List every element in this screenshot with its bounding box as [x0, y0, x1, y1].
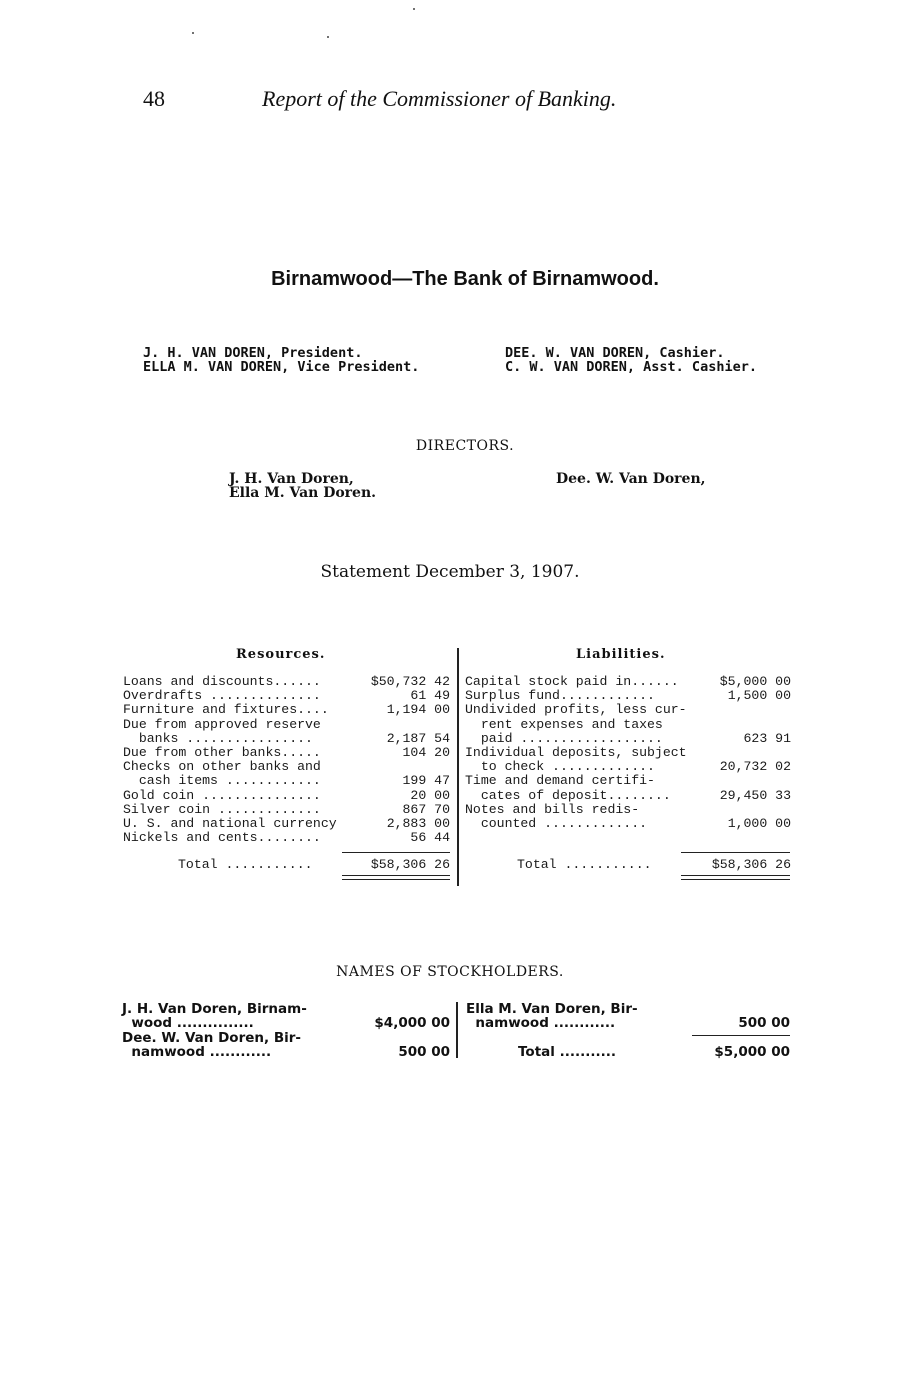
table-row-label: U. S. and national currency — [123, 816, 337, 831]
stockholder-name: Dee. W. Van Doren, Bir- — [122, 1030, 302, 1046]
total-rule — [692, 1035, 790, 1036]
total-rule — [681, 852, 790, 853]
table-row-amount: 61 49 — [410, 688, 450, 704]
table-row-label: rent expenses and taxes — [465, 716, 663, 732]
table-row-amount: 1,500 00 — [727, 688, 791, 704]
table-row-amount: 867 70 — [402, 801, 450, 817]
table-row-label: Loans and discounts...... — [123, 674, 321, 689]
running-title: Report of the Commissioner of Banking. — [262, 86, 617, 111]
table-row-label: Capital stock paid in...... — [465, 674, 679, 689]
table-row-amount: 20,732 02 — [719, 759, 791, 775]
liabilities-heading: Liabilities. — [576, 647, 666, 662]
stockholder-amount: $4,000 00 — [374, 1015, 450, 1031]
resources-heading: Resources. — [236, 647, 326, 662]
table-row-amount: 56 44 — [410, 830, 450, 846]
table-row-amount: $50,732 42 — [370, 674, 450, 689]
total-rule — [342, 852, 450, 853]
table-row-label: Surplus fund............ — [465, 688, 655, 704]
officer-asst-cashier: C. W. VAN DOREN, Asst. Cashier. — [505, 359, 757, 375]
table-row-amount: 199 47 — [402, 773, 450, 789]
table-row-amount: 1,000 00 — [727, 816, 791, 831]
stockholder-amount: 500 00 — [738, 1015, 790, 1031]
stockholders-heading: NAMES OF STOCKHOLDERS. — [336, 964, 564, 980]
table-row-label: Overdrafts .............. — [123, 688, 321, 704]
stockholders-total-label: Total ........... — [518, 1044, 616, 1060]
stockholder-name: J. H. Van Doren, Birnam- — [122, 1001, 307, 1017]
officer-president: J. H. VAN DOREN, President. — [143, 345, 363, 361]
table-row-label: Nickels and cents........ — [123, 830, 321, 846]
directors-heading: DIRECTORS. — [415, 438, 515, 454]
table-row-label: counted ............. — [465, 816, 648, 831]
table-row-label: Gold coin ............... — [123, 787, 321, 803]
scan-speck — [413, 8, 415, 10]
double-rule — [342, 875, 450, 876]
stockholder-amount: 500 00 — [398, 1044, 450, 1060]
officer-cashier: DEE. W. VAN DOREN, Cashier. — [505, 345, 725, 361]
table-row-label: cates of deposit........ — [465, 787, 671, 803]
table-row-label: Time and demand certifi- — [465, 773, 655, 789]
table-row-amount: 29,450 33 — [719, 787, 791, 803]
table-row-label: Silver coin ............. — [123, 801, 321, 817]
table-row-amount: 623 91 — [743, 730, 791, 746]
director-name: Dee. W. Van Doren, — [556, 471, 706, 487]
page-number: 48 — [143, 86, 165, 111]
table-row-label: Due from other banks..... — [123, 745, 321, 760]
table-row-label: Individual deposits, subject — [465, 745, 687, 760]
liabilities-table — [465, 675, 791, 855]
double-rule — [681, 879, 790, 880]
table-row-label: Due from approved reserve — [123, 716, 321, 732]
stockholder-name: Ella M. Van Doren, Bir- — [466, 1001, 638, 1017]
table-row-label: Checks on other banks and — [123, 759, 321, 775]
stockholder-name-cont: wood ............... — [122, 1015, 254, 1031]
double-rule — [342, 879, 450, 880]
table-row-label: cash items ............ — [123, 773, 321, 789]
scan-speck — [192, 32, 194, 34]
table-row-amount: 20 00 — [410, 787, 450, 803]
liabilities-total-label: Total ........... — [517, 857, 652, 872]
officer-vice-president: ELLA M. VAN DOREN, Vice President. — [143, 359, 420, 375]
bank-title: Birnamwood—The Bank of Birnamwood. — [271, 268, 659, 290]
column-divider — [457, 648, 459, 886]
stockholders-total-amount: $5,000 00 — [714, 1044, 790, 1060]
table-row-amount: 2,883 00 — [386, 816, 450, 831]
table-row-label: banks ................ — [123, 730, 313, 746]
table-row-amount: 104 20 — [402, 745, 450, 760]
column-divider — [456, 1002, 458, 1058]
table-row-label: Notes and bills redis- — [465, 801, 640, 817]
statement-title: Statement December 3, 1907. — [320, 562, 580, 582]
resources-total-amount: $58,306 26 — [370, 857, 450, 872]
stockholder-name-cont: namwood ............ — [122, 1044, 272, 1060]
table-row-label: paid .................. — [465, 730, 663, 746]
resources-table — [123, 675, 453, 855]
director-name: Ella M. Van Doren. — [229, 485, 377, 501]
director-name: J. H. Van Doren, — [229, 471, 354, 487]
double-rule — [681, 875, 790, 876]
table-row-label: to check ............. — [465, 759, 655, 775]
scan-speck — [327, 36, 329, 38]
table-row-amount: 1,194 00 — [386, 702, 450, 718]
liabilities-total-amount: $58,306 26 — [711, 857, 791, 872]
table-row-amount: 2,187 54 — [386, 730, 450, 746]
table-row-label: Furniture and fixtures.... — [123, 702, 329, 718]
table-row-amount: $5,000 00 — [719, 674, 791, 689]
table-row-label: Undivided profits, less cur- — [465, 702, 687, 718]
resources-total-label: Total ........... — [178, 857, 313, 872]
stockholder-name-cont: namwood ............ — [466, 1015, 616, 1031]
